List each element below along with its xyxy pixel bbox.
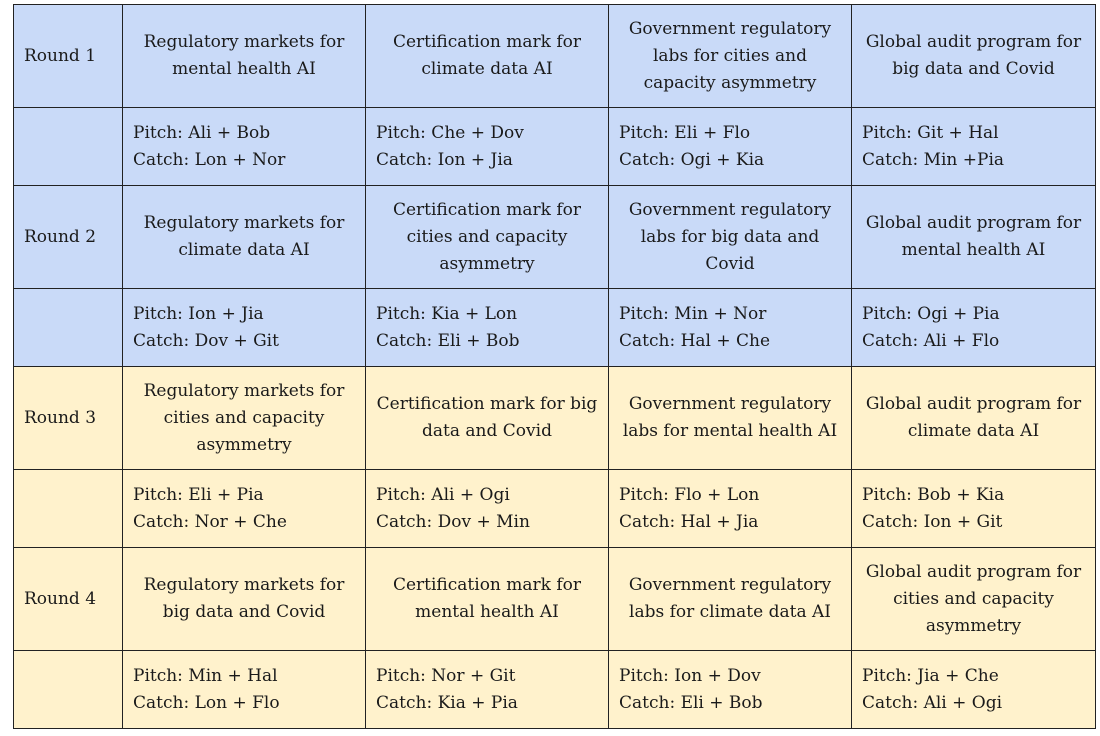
catch-team: Catch: Dov + Min xyxy=(376,511,530,532)
empty-label-cell xyxy=(14,651,123,729)
empty-label-cell xyxy=(14,108,123,186)
round-topic-row xyxy=(14,186,1096,289)
topic-cell: Global audit program for cities and capacity asymmetry xyxy=(852,548,1096,651)
round-teams-row xyxy=(14,108,1096,186)
pitch-team: Pitch: Flo + Lon xyxy=(619,484,760,505)
round-label: Round 2 xyxy=(14,186,123,289)
topic-cell: Certification mark for mental health AI xyxy=(366,548,609,651)
round-teams-row xyxy=(14,651,1096,729)
topic-cell: Certification mark for big data and Covid xyxy=(366,367,609,470)
round-label: Round 3 xyxy=(14,367,123,470)
round-topic-row xyxy=(14,5,1096,108)
pitch-team: Pitch: Ali + Ogi xyxy=(376,484,510,505)
pitch-team: Pitch: Jia + Che xyxy=(862,665,999,686)
teams-cell xyxy=(123,470,366,548)
catch-team: Catch: Dov + Git xyxy=(133,330,279,351)
catch-team: Catch: Ion + Git xyxy=(862,511,1003,532)
topic-cell: Regulatory markets for big data and Covid xyxy=(123,548,366,651)
pitch-team: Pitch: Min + Hal xyxy=(133,665,278,686)
catch-team: Catch: Hal + Jia xyxy=(619,511,759,532)
pitch-team: Pitch: Git + Hal xyxy=(862,122,999,143)
pitch-team: Pitch: Eli + Flo xyxy=(619,122,751,143)
pitch-team: Pitch: Eli + Pia xyxy=(133,484,264,505)
round-topic-row xyxy=(14,367,1096,470)
pitch-team: Pitch: Che + Dov xyxy=(376,122,524,143)
topic-cell: Regulatory markets for cities and capacity asymmetry xyxy=(123,367,366,470)
catch-team: Catch: Ali + Ogi xyxy=(862,692,1003,713)
round-teams-row xyxy=(14,470,1096,548)
schedule-table xyxy=(13,4,1096,729)
topic-cell: Global audit program for mental health AI xyxy=(852,186,1096,289)
pitch-team: Pitch: Kia + Lon xyxy=(376,303,518,324)
catch-team: Catch: Ogi + Kia xyxy=(619,149,765,170)
teams-cell xyxy=(366,108,609,186)
topic-cell: Government regulatory labs for cities and capacity asymmetry xyxy=(609,5,852,108)
catch-team: Catch: Nor + Che xyxy=(133,511,287,532)
catch-team: Catch: Lon + Nor xyxy=(133,149,286,170)
empty-label-cell xyxy=(14,470,123,548)
teams-cell xyxy=(366,289,609,367)
pitch-team: Pitch: Ion + Dov xyxy=(619,665,761,686)
teams-cell xyxy=(609,651,852,729)
round-label: Round 1 xyxy=(14,5,123,108)
pitch-team: Pitch: Ogi + Pia xyxy=(862,303,1000,324)
catch-team: Catch: Ion + Jia xyxy=(376,149,513,170)
pitch-team: Pitch: Ion + Jia xyxy=(133,303,264,324)
topic-cell: Government regulatory labs for climate data AI xyxy=(609,548,852,651)
teams-cell xyxy=(609,289,852,367)
catch-team: Catch: Eli + Bob xyxy=(619,692,763,713)
teams-cell xyxy=(609,470,852,548)
round-topic-row xyxy=(14,548,1096,651)
pitch-team: Pitch: Ali + Bob xyxy=(133,122,271,143)
round-label: Round 4 xyxy=(14,548,123,651)
schedule-body xyxy=(14,5,1096,729)
teams-cell xyxy=(852,651,1096,729)
catch-team: Catch: Kia + Pia xyxy=(376,692,518,713)
topic-cell: Government regulatory labs for mental health AI xyxy=(609,367,852,470)
teams-cell xyxy=(609,108,852,186)
catch-team: Catch: Ali + Flo xyxy=(862,330,1000,351)
topic-cell: Certification mark for climate data AI xyxy=(366,5,609,108)
topic-cell: Regulatory markets for climate data AI xyxy=(123,186,366,289)
topic-cell: Global audit program for climate data AI xyxy=(852,367,1096,470)
teams-cell xyxy=(852,470,1096,548)
empty-label-cell xyxy=(14,289,123,367)
round-teams-row xyxy=(14,289,1096,367)
topic-cell: Global audit program for big data and Covid xyxy=(852,5,1096,108)
teams-cell xyxy=(123,651,366,729)
teams-cell xyxy=(123,289,366,367)
teams-cell xyxy=(123,108,366,186)
pitch-team: Pitch: Min + Nor xyxy=(619,303,767,324)
catch-team: Catch: Eli + Bob xyxy=(376,330,520,351)
topic-cell: Certification mark for cities and capacity asymmetry xyxy=(366,186,609,289)
teams-cell xyxy=(366,651,609,729)
teams-cell xyxy=(852,108,1096,186)
topic-cell: Government regulatory labs for big data and Covid xyxy=(609,186,852,289)
pitch-team: Pitch: Nor + Git xyxy=(376,665,516,686)
pitch-team: Pitch: Bob + Kia xyxy=(862,484,1005,505)
teams-cell xyxy=(852,289,1096,367)
catch-team: Catch: Hal + Che xyxy=(619,330,771,351)
catch-team: Catch: Lon + Flo xyxy=(133,692,280,713)
catch-team: Catch: Min +Pia xyxy=(862,149,1005,170)
teams-cell xyxy=(366,470,609,548)
topic-cell: Regulatory markets for mental health AI xyxy=(123,5,366,108)
